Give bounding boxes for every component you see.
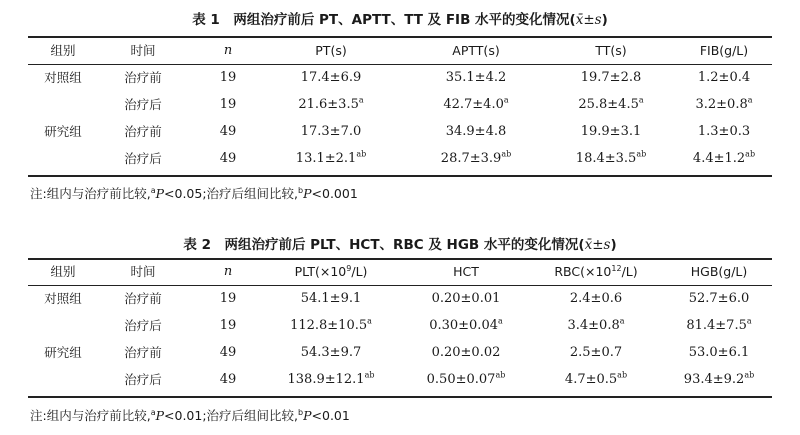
table1-cell-n: 49	[219, 151, 237, 166]
table2-cell-n: 49	[219, 345, 237, 360]
table1-note-text-b: <0.05;治疗后组间比较,	[164, 186, 299, 201]
table1-footnote	[30, 184, 358, 202]
table2-sup-hgb: ab	[744, 370, 755, 380]
table2-value-plt: 54.1±9.1	[300, 291, 362, 306]
table1-cell-fib	[676, 119, 772, 145]
table1-sup-tt: ab	[636, 149, 647, 159]
table2-value-hgb: 52.7±6.0	[688, 291, 750, 306]
table2-row	[0, 313, 800, 339]
table1-title-close: )	[601, 12, 608, 28]
table2-cell-hgb	[666, 286, 772, 312]
table2-value-rbc: 3.4±0.8	[567, 318, 620, 333]
table2-cell-plt	[256, 367, 406, 393]
table1-value-tt: 19.7±2.8	[580, 70, 642, 85]
table1-value-fib: 1.3±0.3	[697, 124, 751, 139]
table2-sup-rbc: a	[619, 316, 625, 326]
table2-header-hgb: HGB(g/L)	[690, 264, 748, 279]
table1-cell-group	[28, 92, 98, 118]
table1-value-tt: 25.8±4.5	[578, 97, 639, 112]
table1-cell-n: 19	[219, 97, 237, 112]
table2-value-rbc: 4.7±0.5	[564, 372, 618, 387]
table2-cell-rbc	[526, 367, 666, 393]
table2-cell-hct	[406, 340, 526, 366]
table1-bottom-rule	[28, 175, 772, 177]
table1-value-aptt: 28.7±3.9	[440, 151, 502, 166]
table1-header-pt: PT(s)	[315, 43, 347, 58]
table1-title	[0, 8, 800, 28]
table2-cell-group: 对照组	[44, 291, 82, 306]
table2-header-hct: HCT	[453, 264, 479, 279]
table2-cell-group	[28, 367, 98, 393]
table2-note-p1: P	[155, 408, 165, 423]
table2-cell-group: 研究组	[44, 345, 82, 360]
table2-cell-time: 治疗后	[124, 318, 162, 333]
table2-header-row	[0, 259, 800, 285]
table1-cell-aptt	[406, 65, 546, 91]
table2-cell-n: 19	[219, 318, 237, 333]
table2-value-hct: 0.30±0.04	[429, 318, 498, 333]
table2-cell-time: 治疗前	[124, 345, 162, 360]
table1-cell-fib	[676, 146, 772, 172]
table1-sup-pt: a	[358, 95, 364, 105]
table1-note-text-a: 注:组内与治疗前比较,	[30, 186, 151, 201]
table1-cell-pt	[256, 146, 406, 172]
table2-header-n: n	[223, 264, 233, 279]
table1-cell-time: 治疗前	[124, 70, 162, 85]
table1-note-p1: P	[155, 186, 165, 201]
table1-value-tt: 18.4±3.5	[575, 151, 637, 166]
table1-header-time: 时间	[130, 43, 156, 58]
table2-cell-plt	[256, 340, 406, 366]
table1-header-tt: TT(s)	[595, 43, 627, 58]
table1-note-sup-a: a	[150, 185, 156, 195]
table1-title-stat: x̄±s	[575, 12, 602, 28]
table2-header-rbc-exp: 12	[611, 263, 622, 273]
table1-cell-time: 治疗后	[124, 97, 162, 112]
table1-note-text-c: <0.001	[311, 186, 358, 201]
table2-footnote	[30, 406, 350, 424]
table2-value-plt: 112.8±10.5	[290, 318, 368, 333]
table1-sup-fib: ab	[745, 149, 756, 159]
table1-cell-aptt	[406, 146, 546, 172]
table1-header-fib: FIB(g/L)	[699, 43, 749, 58]
table1-cell-fib	[676, 92, 772, 118]
table2-bottom-rule	[28, 396, 772, 398]
table2-header-plt-tail: /L)	[351, 264, 368, 279]
table1-value-pt: 13.1±2.1	[295, 151, 357, 166]
table1-header-aptt: APTT(s)	[452, 43, 500, 58]
table1-cell-tt	[546, 92, 676, 118]
table2-cell-hgb	[666, 340, 772, 366]
table2-value-plt: 54.3±9.7	[300, 345, 362, 360]
table2-sup-hct: a	[498, 316, 503, 326]
table2-header-time: 时间	[130, 264, 156, 279]
table1-header-n: n	[223, 43, 233, 58]
table2-cell-time: 治疗后	[124, 372, 162, 387]
table2-value-hct: 0.20±0.02	[431, 345, 501, 360]
table1-cell-aptt	[406, 92, 546, 118]
table2-cell-plt	[256, 313, 406, 339]
table1-cell-tt	[546, 65, 676, 91]
table2-header-rbc	[526, 259, 666, 285]
table1-value-aptt: 42.7±4.0	[443, 97, 504, 112]
table1-cell-group: 对照组	[44, 70, 82, 85]
table1-cell-pt	[256, 119, 406, 145]
table2-title	[0, 233, 800, 253]
table1-value-fib: 3.2±0.8	[695, 97, 748, 112]
table2-note-text-c: <0.01	[311, 408, 350, 423]
table2-cell-hct	[406, 286, 526, 312]
table2-header-rbc-text: RBC(×10	[554, 264, 612, 279]
table1-header-group: 组别	[50, 43, 76, 58]
table1-cell-time: 治疗前	[124, 124, 162, 139]
table2-cell-time: 治疗前	[124, 291, 162, 306]
table2-note-p2: P	[303, 408, 312, 423]
table1-cell-time: 治疗后	[124, 151, 162, 166]
table1-row	[0, 65, 800, 91]
table2-header-plt-text: PLT(×10	[294, 264, 347, 279]
table2-header-group: 组别	[50, 264, 76, 279]
table1-sup-aptt: a	[503, 95, 509, 105]
table1-title-text: 表 1 两组治疗前后 PT、APTT、TT 及 FIB 水平的变化情况(	[192, 12, 576, 28]
table1-header-row	[0, 38, 800, 64]
table2-sup-rbc: ab	[617, 370, 628, 380]
table2-cell-plt	[256, 286, 406, 312]
table1-row	[0, 119, 800, 145]
table1-note-p2: P	[303, 186, 312, 201]
table1-value-tt: 19.9±3.1	[580, 124, 642, 139]
table1-value-pt: 17.3±7.0	[300, 124, 362, 139]
table2-value-hct: 0.50±0.07	[426, 372, 496, 387]
table2-cell-hct	[406, 313, 526, 339]
table2-sup-plt: ab	[364, 370, 375, 380]
table1-row	[0, 92, 800, 118]
table2-value-rbc: 2.4±0.6	[569, 291, 623, 306]
table1-value-aptt: 34.9±4.8	[445, 124, 507, 139]
table2-cell-rbc	[526, 286, 666, 312]
table2-header-plt-exp: 9	[346, 263, 352, 273]
table1-value-pt: 17.4±6.9	[300, 70, 362, 85]
table2-cell-rbc	[526, 340, 666, 366]
table1-cell-tt	[546, 119, 676, 145]
table2-note-text-a: 注:组内与治疗前比较,	[30, 408, 151, 423]
table2-value-hgb: 81.4±7.5	[686, 318, 747, 333]
table2-sup-hgb: a	[746, 316, 752, 326]
table2-note-sup-b: b	[298, 407, 304, 417]
table2-row	[0, 286, 800, 312]
table2-value-rbc: 2.5±0.7	[569, 345, 623, 360]
table1-note-sup-b: b	[298, 185, 304, 195]
table2-cell-hgb	[666, 367, 772, 393]
table1-value-aptt: 35.1±4.2	[445, 70, 507, 85]
table1-cell-pt	[256, 92, 406, 118]
table2-title-close: )	[610, 237, 617, 253]
table1-cell-n: 49	[219, 124, 237, 139]
table2-cell-n: 19	[219, 291, 237, 306]
table1-sup-fib: a	[747, 95, 753, 105]
table2-value-hct: 0.20±0.01	[431, 291, 501, 306]
table1-cell-n: 19	[219, 70, 237, 85]
table2-value-plt: 138.9±12.1	[287, 372, 365, 387]
table1-sup-aptt: ab	[501, 149, 512, 159]
table1-value-fib: 1.2±0.4	[697, 70, 751, 85]
table1-cell-group	[28, 146, 98, 172]
table1-cell-pt	[256, 65, 406, 91]
table2-cell-group	[28, 313, 98, 339]
table2-row	[0, 367, 800, 393]
table2-cell-rbc	[526, 313, 666, 339]
table1-cell-tt	[546, 146, 676, 172]
table2-note-sup-a: a	[150, 407, 156, 417]
table1-cell-aptt	[406, 119, 546, 145]
table2-title-stat: x̄±s	[584, 237, 611, 253]
table1-value-pt: 21.6±3.5	[298, 97, 359, 112]
table2-cell-hct	[406, 367, 526, 393]
table1-row	[0, 146, 800, 172]
table2-value-hgb: 93.4±9.2	[683, 372, 745, 387]
table2-row	[0, 340, 800, 366]
table1-value-fib: 4.4±1.2	[692, 151, 746, 166]
table1-sup-tt: a	[638, 95, 644, 105]
table2-note-text-b: <0.01;治疗后组间比较,	[164, 408, 299, 423]
table2-value-hgb: 53.0±6.1	[688, 345, 750, 360]
table2-title-text: 表 2 两组治疗前后 PLT、HCT、RBC 及 HGB 水平的变化情况(	[183, 237, 585, 253]
table1-cell-group: 研究组	[44, 124, 82, 139]
table2-cell-hgb	[666, 313, 772, 339]
table1-cell-fib	[676, 65, 772, 91]
table2-sup-plt: a	[367, 316, 372, 326]
table2-cell-n: 49	[219, 372, 237, 387]
table2-header-plt	[256, 259, 406, 285]
table2-sup-hct: ab	[495, 370, 506, 380]
table1-sup-pt: ab	[356, 149, 367, 159]
table2-header-rbc-tail: /L)	[621, 264, 638, 279]
